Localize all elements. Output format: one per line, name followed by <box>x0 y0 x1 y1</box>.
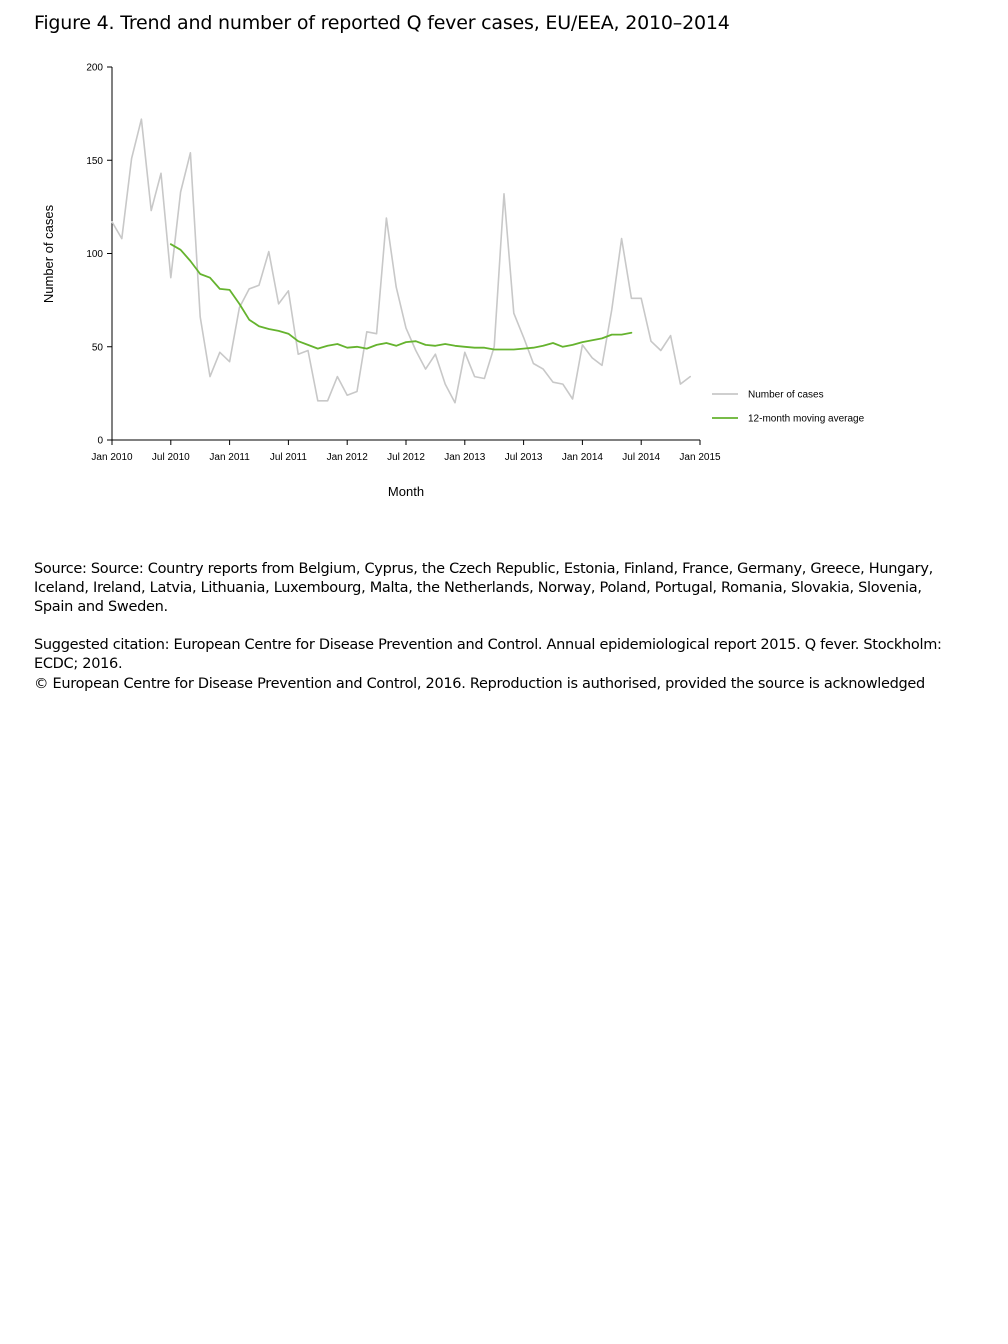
x-tick-label: Jul 2011 <box>269 452 307 463</box>
moving-average-point <box>190 260 192 262</box>
cases-point <box>307 350 309 352</box>
cases-point <box>376 333 378 335</box>
cases-point <box>435 353 437 355</box>
moving-average-point <box>297 340 299 342</box>
cases-point <box>395 286 397 288</box>
moving-average-point <box>513 349 515 351</box>
moving-average-point <box>503 349 505 351</box>
moving-average-point <box>542 345 544 347</box>
cases-point <box>444 383 446 385</box>
cases-point <box>621 238 623 240</box>
x-tick-label: Jul 2012 <box>387 452 425 463</box>
moving-average-point <box>631 332 633 334</box>
moving-average-point <box>346 347 348 349</box>
x-tick-label: Jul 2010 <box>151 452 190 463</box>
cases-point <box>258 284 260 286</box>
cases-point <box>670 335 672 337</box>
cases-point <box>464 351 466 353</box>
cases-point <box>366 331 368 333</box>
moving-average-point <box>621 334 623 336</box>
cases-point <box>523 337 525 339</box>
cases-point <box>278 303 280 305</box>
cases-point <box>356 391 358 393</box>
cases-point <box>248 288 250 290</box>
source-note: Source: Source: Country reports from Belgium, Cyprus, the Czech Republic, Estonia, Finland, France, Germany, Greece, Hungary, Iceland, Ireland, Latvia, Lithuania, Luxembourg, Malta, the Netherlands, Norway, Poland, Portugal, Romania, Slovakia, Slovenia, Spain and Sweden. <box>34 561 933 615</box>
moving-average-point <box>199 273 201 275</box>
moving-average-point <box>611 334 613 336</box>
moving-average-point <box>395 345 397 347</box>
cases-point <box>591 357 593 359</box>
moving-average-point <box>386 342 388 344</box>
cases-point <box>650 340 652 342</box>
cases-point <box>533 363 535 365</box>
cases-point <box>611 309 613 311</box>
cases-point <box>229 361 231 363</box>
moving-average-point <box>268 328 270 330</box>
copyright-note: © European Centre for Disease Prevention and Control, 2016. Reproduction is authorised, provided the source is acknowledged <box>34 676 925 692</box>
cases-point <box>484 378 486 380</box>
cases-point <box>209 376 211 378</box>
cases-point <box>660 350 662 352</box>
y-axis-title: Number of cases <box>41 204 56 304</box>
chart-legend <box>712 390 865 425</box>
cases-point <box>111 221 113 223</box>
figure-title: Figure 4. Trend and number of reported Q fever cases, EU/EEA, 2010–2014 <box>34 12 730 34</box>
series-number-of-cases <box>111 118 691 403</box>
moving-average-point <box>366 348 368 350</box>
moving-average-point <box>533 347 535 349</box>
x-tick-label: Jan 2012 <box>326 452 368 463</box>
cases-point <box>640 297 642 299</box>
cases-point <box>317 400 319 402</box>
cases-point <box>141 118 143 120</box>
moving-average-point <box>337 343 339 345</box>
cases-point <box>513 312 515 314</box>
cases-point <box>601 365 603 367</box>
cases-point <box>425 368 427 370</box>
moving-average-point <box>170 243 172 245</box>
cases-point <box>160 172 162 174</box>
moving-average-point <box>444 343 446 345</box>
cases-point <box>552 381 554 383</box>
cases-point <box>689 376 691 378</box>
moving-average-point <box>591 339 593 341</box>
moving-average-point <box>425 344 427 346</box>
cases-point <box>474 376 476 378</box>
cases-point <box>268 251 270 253</box>
chart-series <box>111 118 691 403</box>
x-tick-label: Jan 2011 <box>209 452 250 463</box>
x-tick-label: Jan 2010 <box>91 452 133 463</box>
moving-average-point <box>307 344 309 346</box>
x-tick-label: Jul 2014 <box>622 452 661 463</box>
cases-point <box>680 383 682 385</box>
legend-item <box>712 390 824 401</box>
legend-label: 12-month moving average <box>748 413 865 425</box>
series-12-month-moving-average <box>170 243 632 350</box>
cases-point <box>180 191 182 193</box>
cases-point <box>631 297 633 299</box>
cases-point <box>239 307 241 309</box>
cases-point <box>346 394 348 396</box>
cases-point <box>190 152 192 154</box>
citation-note: Suggested citation: European Centre for Disease Prevention and Control. Annual epidemiological report 2015. Q fever. Stockholm: ECDC; 2016. <box>34 637 942 672</box>
cases-point <box>582 344 584 346</box>
moving-average-point <box>219 288 221 290</box>
cases-point <box>562 383 564 385</box>
y-tick-label: 100 <box>86 249 103 260</box>
moving-average-point <box>552 342 554 344</box>
moving-average-point <box>435 345 437 347</box>
cases-point <box>572 398 574 400</box>
moving-average-point <box>248 319 250 321</box>
x-tick-label: Jan 2014 <box>561 452 603 463</box>
y-tick-label: 200 <box>86 62 103 74</box>
cases-point <box>297 353 299 355</box>
cases-point <box>121 238 123 240</box>
moving-average-point <box>317 348 319 350</box>
cases-point <box>405 327 407 329</box>
moving-average-point <box>376 344 378 346</box>
moving-average-point <box>484 347 486 349</box>
moving-average-point <box>288 333 290 335</box>
cases-point <box>493 346 495 348</box>
moving-average-point <box>229 289 231 291</box>
moving-average-point <box>562 346 564 348</box>
cases-point <box>542 368 544 370</box>
cases-point <box>415 350 417 352</box>
moving-average-point <box>493 349 495 351</box>
x-tick-label: Jan 2013 <box>444 452 486 463</box>
moving-average-point <box>278 330 280 332</box>
y-tick-label: 150 <box>86 155 103 167</box>
cases-point <box>170 277 172 279</box>
cases-point <box>337 376 339 378</box>
moving-average-point <box>405 341 407 343</box>
cases-point <box>150 210 152 212</box>
legend-item <box>712 414 865 425</box>
cases-point <box>131 158 133 160</box>
moving-average-point <box>601 338 603 340</box>
moving-average-point <box>356 346 358 348</box>
cases-point <box>288 290 290 292</box>
moving-average-point <box>209 277 211 279</box>
moving-average-point <box>180 249 182 251</box>
cases-point <box>219 351 221 353</box>
cases-point <box>386 217 388 219</box>
cases-point <box>199 316 201 318</box>
moving-average-point <box>415 340 417 342</box>
y-tick-label: 50 <box>91 342 103 354</box>
moving-average-point <box>582 341 584 343</box>
moving-average-point <box>572 344 574 346</box>
moving-average-point <box>523 348 525 350</box>
moving-average-point <box>327 345 329 347</box>
x-axis-title: Month <box>387 484 425 499</box>
moving-average-point <box>454 345 456 347</box>
moving-average-point <box>464 346 466 348</box>
x-tick-label: Jan 2015 <box>679 452 721 463</box>
cases-point <box>503 193 505 195</box>
line-chart <box>0 50 900 510</box>
moving-average-point <box>258 325 260 327</box>
y-tick-label: 0 <box>97 435 103 447</box>
cases-point <box>327 400 329 402</box>
cases-point <box>454 402 456 404</box>
x-tick-label: Jul 2013 <box>504 452 543 463</box>
moving-average-point <box>474 347 476 349</box>
moving-average-line <box>171 244 632 349</box>
legend-label: Number of cases <box>748 389 824 401</box>
moving-average-point <box>239 303 241 305</box>
cases-line <box>112 119 690 403</box>
